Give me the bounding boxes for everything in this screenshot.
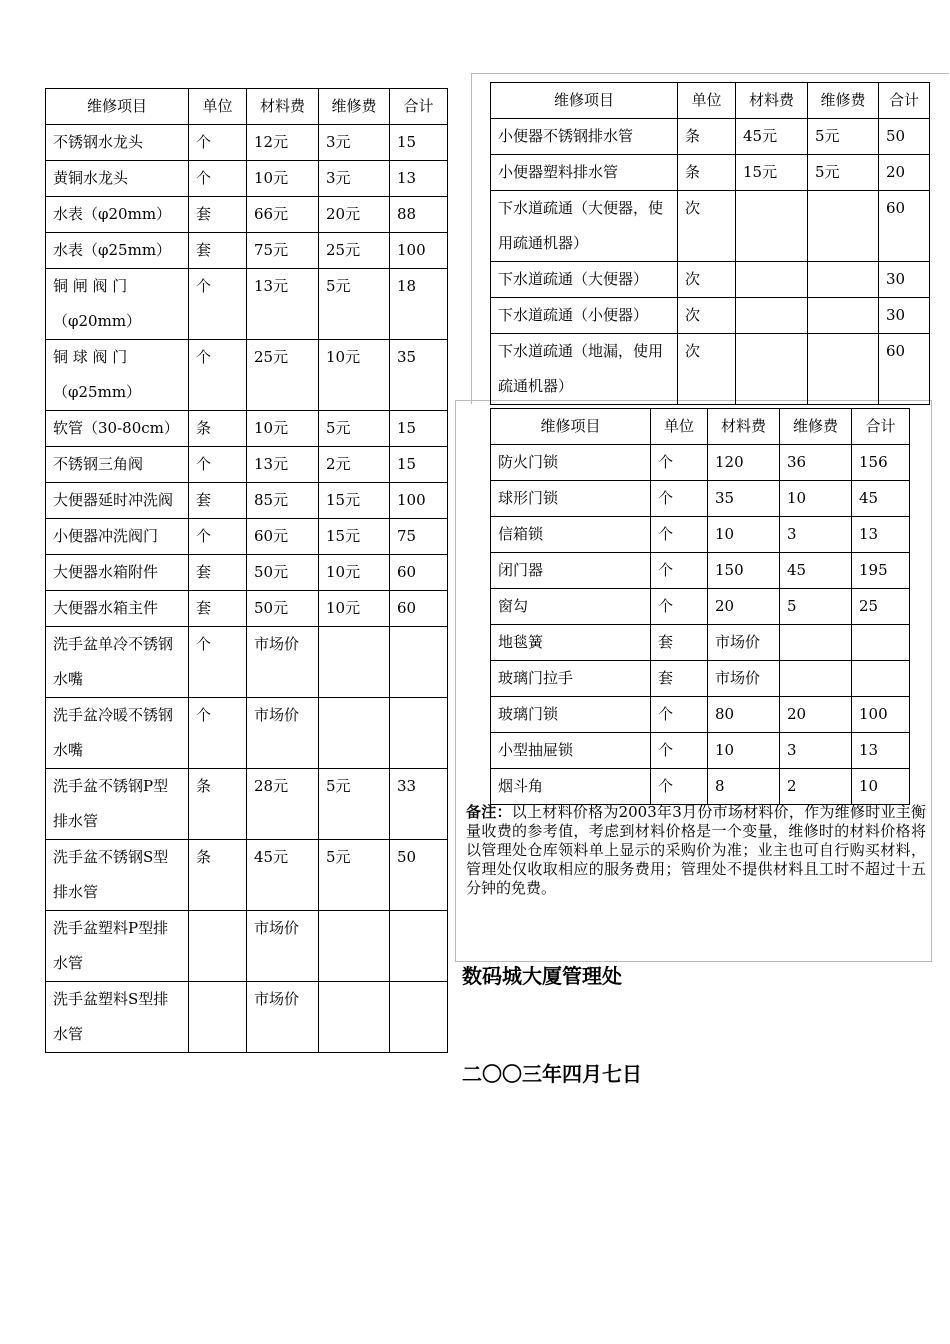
column-header: 维修项目 — [491, 409, 651, 445]
table-row — [46, 197, 448, 233]
table-cell — [319, 911, 390, 982]
table-cell: 60 — [879, 191, 930, 262]
table-cell: 套 — [651, 625, 708, 661]
table-cell — [780, 661, 852, 697]
table-cell: 个 — [189, 161, 247, 197]
table-cell: 球形门锁 — [491, 481, 651, 517]
table-cell: 个 — [189, 627, 247, 698]
table-cell: 2 — [780, 769, 852, 805]
table-cell: 下水道疏通（小便器） — [491, 298, 678, 334]
table-cell: 市场价 — [708, 661, 780, 697]
table-cell: 套 — [189, 197, 247, 233]
table-cell: 100 — [390, 233, 448, 269]
table-cell: 5元 — [319, 411, 390, 447]
table-cell: 45 — [780, 553, 852, 589]
table-cell: 个 — [189, 447, 247, 483]
table-cell: 洗手盆塑料P型排水管 — [46, 911, 189, 982]
table-cell: 套 — [189, 483, 247, 519]
table-cell: 120 — [708, 445, 780, 481]
table-row — [491, 661, 910, 697]
column-header: 维修费 — [319, 89, 390, 125]
table-cell: 35 — [708, 481, 780, 517]
table-body — [491, 119, 930, 405]
table-cell: 不锈钢水龙头 — [46, 125, 189, 161]
table-cell — [390, 627, 448, 698]
table-row — [46, 161, 448, 197]
table-cell: 条 — [678, 155, 736, 191]
table-cell: 套 — [189, 233, 247, 269]
table-cell: 洗手盆单冷不锈钢水嘴 — [46, 627, 189, 698]
table-cell: 个 — [651, 553, 708, 589]
table-cell: 28元 — [247, 769, 319, 840]
table-cell: 大便器水箱主件 — [46, 591, 189, 627]
table-cell: 地毯簧 — [491, 625, 651, 661]
plumbing-price-table — [45, 88, 448, 1053]
table-row — [491, 119, 930, 155]
table-row — [46, 591, 448, 627]
column-header: 合计 — [390, 89, 448, 125]
table-row — [491, 517, 910, 553]
table-cell: 个 — [651, 445, 708, 481]
table-row — [46, 411, 448, 447]
table-cell: 85元 — [247, 483, 319, 519]
table-cell: 13元 — [247, 447, 319, 483]
table-cell: 小便器塑料排水管 — [491, 155, 678, 191]
table-cell: 13 — [852, 733, 910, 769]
organization-name: 数码城大厦管理处 — [462, 964, 622, 988]
table-row — [491, 262, 930, 298]
table-cell — [390, 982, 448, 1053]
column-header: 单位 — [651, 409, 708, 445]
column-header: 单位 — [678, 83, 736, 119]
table-cell: 30 — [879, 298, 930, 334]
table-cell: 12元 — [247, 125, 319, 161]
table-cell: 烟斗角 — [491, 769, 651, 805]
table-row — [46, 982, 448, 1053]
table-row — [491, 697, 910, 733]
table-cell: 20 — [780, 697, 852, 733]
column-header: 维修项目 — [491, 83, 678, 119]
table-cell — [780, 625, 852, 661]
table-row — [491, 769, 910, 805]
table-cell: 下水道疏通（大便器） — [491, 262, 678, 298]
table-cell: 闭门器 — [491, 553, 651, 589]
table-header-row — [491, 83, 930, 119]
table-cell: 次 — [678, 262, 736, 298]
table-cell: 条 — [678, 119, 736, 155]
table-cell: 个 — [651, 517, 708, 553]
table-row — [46, 769, 448, 840]
table-cell: 黄铜水龙头 — [46, 161, 189, 197]
table-row — [46, 233, 448, 269]
table-cell — [189, 982, 247, 1053]
table-cell: 下水道疏通（大便器，使用疏通机器） — [491, 191, 678, 262]
table-cell: 15元 — [319, 483, 390, 519]
table-row — [491, 155, 930, 191]
table-row — [46, 125, 448, 161]
table-cell: 市场价 — [247, 627, 319, 698]
table-header-row — [46, 89, 448, 125]
table-cell: 大便器水箱附件 — [46, 555, 189, 591]
table-cell — [808, 334, 879, 405]
table-cell: 60 — [390, 591, 448, 627]
table-cell: 13元 — [247, 269, 319, 340]
table-cell: 5元 — [319, 269, 390, 340]
table-cell: 套 — [651, 661, 708, 697]
table-cell — [808, 191, 879, 262]
table-cell: 100 — [852, 697, 910, 733]
table-row — [491, 334, 930, 405]
table-cell: 25元 — [319, 233, 390, 269]
table-cell: 75元 — [247, 233, 319, 269]
table-cell: 个 — [189, 269, 247, 340]
table-cell: 个 — [189, 125, 247, 161]
table-row — [491, 733, 910, 769]
table-row — [46, 555, 448, 591]
table-cell: 10元 — [247, 161, 319, 197]
table-cell: 次 — [678, 334, 736, 405]
table-cell: 50元 — [247, 591, 319, 627]
table-cell: 个 — [189, 519, 247, 555]
table-cell — [319, 982, 390, 1053]
table-row — [46, 340, 448, 411]
table-cell: 洗手盆塑料S型排水管 — [46, 982, 189, 1053]
table-cell: 条 — [189, 411, 247, 447]
table-cell: 不锈钢三角阀 — [46, 447, 189, 483]
table-cell: 套 — [189, 591, 247, 627]
table-cell: 次 — [678, 191, 736, 262]
table-cell: 25 — [852, 589, 910, 625]
table-cell: 玻璃门锁 — [491, 697, 651, 733]
table-body — [46, 125, 448, 1053]
table-cell: 60 — [390, 555, 448, 591]
table-cell — [390, 911, 448, 982]
table-cell: 水表（φ20mm） — [46, 197, 189, 233]
table-cell — [852, 625, 910, 661]
table-row — [491, 553, 910, 589]
column-header: 材料费 — [736, 83, 808, 119]
table-cell: 条 — [189, 840, 247, 911]
table-cell: 66元 — [247, 197, 319, 233]
table-cell: 35 — [390, 340, 448, 411]
table-cell: 20元 — [319, 197, 390, 233]
table-cell: 13 — [390, 161, 448, 197]
table-cell: 15元 — [736, 155, 808, 191]
table-cell: 15 — [390, 411, 448, 447]
table-cell: 铜 闸 阀 门（φ20mm） — [46, 269, 189, 340]
table-row — [491, 481, 910, 517]
table-cell: 5元 — [319, 840, 390, 911]
table-cell — [189, 911, 247, 982]
column-header: 合计 — [879, 83, 930, 119]
table-cell: 20 — [879, 155, 930, 191]
table-cell: 洗手盆不锈钢S型排水管 — [46, 840, 189, 911]
table-cell: 5 — [780, 589, 852, 625]
table-cell: 36 — [780, 445, 852, 481]
table-cell: 3 — [780, 517, 852, 553]
column-header: 维修项目 — [46, 89, 189, 125]
table-cell: 50元 — [247, 555, 319, 591]
table-cell: 156 — [852, 445, 910, 481]
table-body — [491, 445, 910, 805]
table-cell: 大便器延时冲洗阀 — [46, 483, 189, 519]
table-cell — [736, 262, 808, 298]
table-cell: 铜 球 阀 门（φ25mm） — [46, 340, 189, 411]
table-cell — [736, 191, 808, 262]
drainage-price-table — [490, 82, 930, 405]
table-cell: 13 — [852, 517, 910, 553]
table-row — [491, 445, 910, 481]
table-row — [46, 840, 448, 911]
table-cell: 个 — [651, 769, 708, 805]
table-row — [491, 625, 910, 661]
table-cell: 88 — [390, 197, 448, 233]
table-cell: 33 — [390, 769, 448, 840]
table-row — [46, 447, 448, 483]
document-date: 二〇〇三年四月七日 — [462, 1062, 642, 1086]
table-row — [46, 269, 448, 340]
table-cell: 5元 — [808, 155, 879, 191]
table-cell: 小便器冲洗阀门 — [46, 519, 189, 555]
table-cell: 个 — [651, 589, 708, 625]
table-cell: 50 — [390, 840, 448, 911]
table-header-row — [491, 409, 910, 445]
table-row — [491, 298, 930, 334]
table-cell: 5元 — [808, 119, 879, 155]
table-cell: 下水道疏通（地漏，使用疏通机器） — [491, 334, 678, 405]
table-cell: 10 — [708, 733, 780, 769]
table-cell: 信箱锁 — [491, 517, 651, 553]
table-cell: 小型抽屉锁 — [491, 733, 651, 769]
column-header: 材料费 — [247, 89, 319, 125]
table-cell: 10元 — [319, 591, 390, 627]
table-cell: 10 — [852, 769, 910, 805]
table-cell: 个 — [189, 340, 247, 411]
table-cell: 10元 — [319, 340, 390, 411]
table-cell — [390, 698, 448, 769]
table-cell: 套 — [189, 555, 247, 591]
table-cell: 个 — [651, 697, 708, 733]
table-cell — [852, 661, 910, 697]
table-cell: 195 — [852, 553, 910, 589]
table-row — [46, 911, 448, 982]
table-cell: 45 — [852, 481, 910, 517]
table-cell — [808, 262, 879, 298]
table-cell: 3元 — [319, 161, 390, 197]
table-cell: 防火门锁 — [491, 445, 651, 481]
table-cell: 15元 — [319, 519, 390, 555]
table-cell: 2元 — [319, 447, 390, 483]
table-cell — [319, 698, 390, 769]
column-header: 单位 — [189, 89, 247, 125]
table-cell: 10 — [708, 517, 780, 553]
table-cell — [808, 298, 879, 334]
table-cell: 45元 — [247, 840, 319, 911]
table-cell: 个 — [189, 698, 247, 769]
table-cell: 3 — [780, 733, 852, 769]
table-cell: 60 — [879, 334, 930, 405]
table-row — [491, 191, 930, 262]
table-row — [46, 519, 448, 555]
lock-hardware-price-table — [490, 408, 910, 805]
table-cell: 25元 — [247, 340, 319, 411]
column-header: 维修费 — [808, 83, 879, 119]
table-cell: 次 — [678, 298, 736, 334]
table-cell: 80 — [708, 697, 780, 733]
table-cell: 洗手盆冷暖不锈钢水嘴 — [46, 698, 189, 769]
column-header: 维修费 — [780, 409, 852, 445]
table-cell: 10元 — [319, 555, 390, 591]
table-cell: 市场价 — [247, 982, 319, 1053]
table-cell: 15 — [390, 447, 448, 483]
table-cell: 30 — [879, 262, 930, 298]
table-cell: 100 — [390, 483, 448, 519]
remarks-label: 备注： — [466, 803, 512, 821]
table-row — [46, 698, 448, 769]
table-cell: 条 — [189, 769, 247, 840]
table-cell: 水表（φ25mm） — [46, 233, 189, 269]
table-cell: 10元 — [247, 411, 319, 447]
table-cell: 20 — [708, 589, 780, 625]
remarks-text: 以上材料价格为2003年3月份市场材料价，作为维修时业主衡量收费的参考值，考虑到材料价格是一个变量，维修时的材料价格将以管理处仓库领料单上显示的采购价为准；业主也可自行购买材料，管理处仅收取相应的服务费用；管理处不提供材料且工时不超过十五分钟的免费。 — [466, 803, 926, 897]
table-cell: 市场价 — [247, 911, 319, 982]
table-row — [46, 483, 448, 519]
remarks-note — [466, 803, 926, 898]
table-cell: 窗勾 — [491, 589, 651, 625]
table-cell: 50 — [879, 119, 930, 155]
table-cell: 3元 — [319, 125, 390, 161]
table-cell: 个 — [651, 481, 708, 517]
table-cell: 小便器不锈钢排水管 — [491, 119, 678, 155]
table-cell: 18 — [390, 269, 448, 340]
table-cell: 60元 — [247, 519, 319, 555]
table-cell: 8 — [708, 769, 780, 805]
table-cell: 45元 — [736, 119, 808, 155]
table-cell — [736, 298, 808, 334]
table-cell: 市场价 — [247, 698, 319, 769]
table-row — [491, 589, 910, 625]
table-cell: 软管（30-80cm） — [46, 411, 189, 447]
table-cell: 洗手盆不锈钢P型排水管 — [46, 769, 189, 840]
column-header: 材料费 — [708, 409, 780, 445]
column-header: 合计 — [852, 409, 910, 445]
table-cell — [736, 334, 808, 405]
table-cell: 75 — [390, 519, 448, 555]
table-cell: 15 — [390, 125, 448, 161]
table-cell: 个 — [651, 733, 708, 769]
table-cell: 5元 — [319, 769, 390, 840]
table-cell: 市场价 — [708, 625, 780, 661]
table-cell: 150 — [708, 553, 780, 589]
table-cell: 10 — [780, 481, 852, 517]
table-cell: 玻璃门拉手 — [491, 661, 651, 697]
table-cell — [319, 627, 390, 698]
table-row — [46, 627, 448, 698]
